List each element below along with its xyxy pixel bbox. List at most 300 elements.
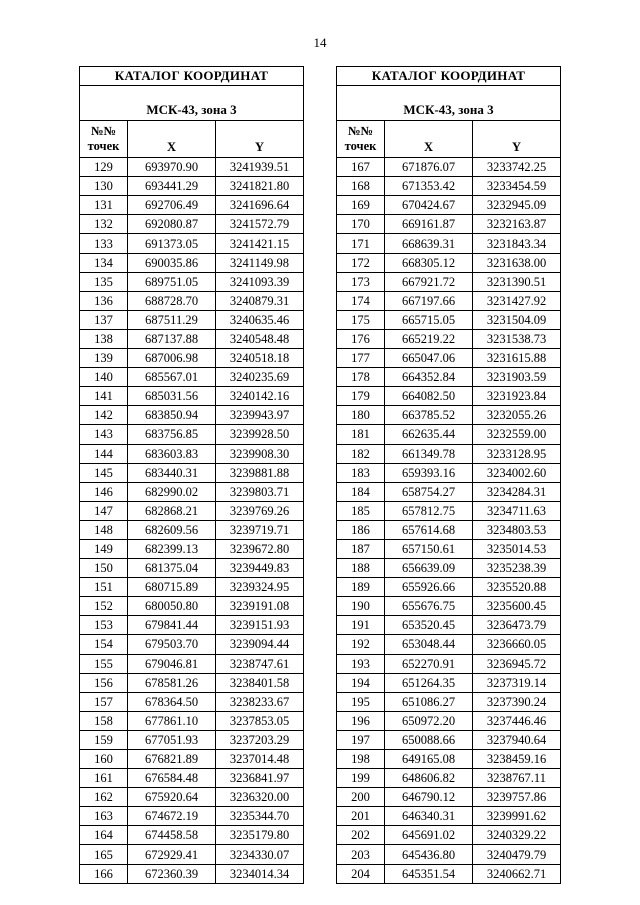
y-coordinate: 3237390.24: [473, 692, 561, 711]
y-coordinate: 3231923.84: [473, 387, 561, 406]
point-number: 186: [337, 520, 385, 539]
y-coordinate: 3237014.48: [216, 750, 304, 769]
x-coordinate: 657150.61: [385, 539, 473, 558]
table-row: [80, 730, 304, 749]
y-coordinate: 3236473.79: [473, 616, 561, 635]
y-coordinate: 3233742.25: [473, 158, 561, 177]
table-row: [80, 253, 304, 272]
table-row: [80, 654, 304, 673]
column-header-point-number-line2: точек: [87, 139, 120, 154]
y-coordinate: 3237446.46: [473, 711, 561, 730]
y-coordinate: 3240548.48: [216, 329, 304, 348]
point-number: 171: [337, 234, 385, 253]
table-row: [337, 559, 561, 578]
x-coordinate: 687006.98: [128, 349, 216, 368]
x-coordinate: 675920.64: [128, 788, 216, 807]
x-coordinate: 650972.20: [385, 711, 473, 730]
column-header-point-number: [337, 121, 385, 158]
x-coordinate: 669161.87: [385, 215, 473, 234]
table-row: [80, 425, 304, 444]
table-row: [337, 482, 561, 501]
table-row: [337, 158, 561, 177]
y-coordinate: 3238233.67: [216, 692, 304, 711]
x-coordinate: 692706.49: [128, 196, 216, 215]
x-coordinate: 649165.08: [385, 750, 473, 769]
table-row: [337, 769, 561, 788]
y-coordinate: 3240479.79: [473, 845, 561, 864]
y-coordinate: 3239151.93: [216, 616, 304, 635]
y-coordinate: 3235014.53: [473, 539, 561, 558]
table-row: [80, 329, 304, 348]
x-coordinate: 656639.09: [385, 559, 473, 578]
x-coordinate: 646340.31: [385, 807, 473, 826]
table-row: [337, 845, 561, 864]
y-coordinate: 3232055.26: [473, 406, 561, 425]
x-coordinate: 645351.54: [385, 864, 473, 883]
point-number: 197: [337, 730, 385, 749]
table-row: [337, 349, 561, 368]
x-coordinate: 665219.22: [385, 329, 473, 348]
x-coordinate: 663785.52: [385, 406, 473, 425]
x-coordinate: 683850.94: [128, 406, 216, 425]
table-row: [337, 444, 561, 463]
table-row: [337, 826, 561, 845]
table-row: [337, 501, 561, 520]
table-row: [337, 864, 561, 883]
table-row: [80, 520, 304, 539]
x-coordinate: 668639.31: [385, 234, 473, 253]
point-number: 180: [337, 406, 385, 425]
y-coordinate: 3240235.69: [216, 368, 304, 387]
y-coordinate: 3239803.71: [216, 482, 304, 501]
table-row: [337, 673, 561, 692]
x-coordinate: 680050.80: [128, 597, 216, 616]
point-number: 144: [80, 444, 128, 463]
y-coordinate: 3238747.61: [216, 654, 304, 673]
point-number: 195: [337, 692, 385, 711]
point-number: 165: [80, 845, 128, 864]
point-number: 129: [80, 158, 128, 177]
y-coordinate: 3239324.95: [216, 578, 304, 597]
y-coordinate: 3233128.95: [473, 444, 561, 463]
table-row: [337, 387, 561, 406]
table-row: [337, 520, 561, 539]
y-coordinate: 3231538.73: [473, 329, 561, 348]
table-row: [80, 826, 304, 845]
point-number: 152: [80, 597, 128, 616]
x-coordinate: 651264.35: [385, 673, 473, 692]
x-coordinate: 648606.82: [385, 769, 473, 788]
y-coordinate: 3239943.97: [216, 406, 304, 425]
x-coordinate: 678581.26: [128, 673, 216, 692]
point-number: 174: [337, 291, 385, 310]
x-coordinate: 676584.48: [128, 769, 216, 788]
table-row: [80, 406, 304, 425]
x-coordinate: 650088.66: [385, 730, 473, 749]
y-coordinate: 3239449.83: [216, 559, 304, 578]
point-number: 183: [337, 463, 385, 482]
x-coordinate: 688728.70: [128, 291, 216, 310]
table-row: [337, 539, 561, 558]
table-row: [80, 559, 304, 578]
y-coordinate: 3238401.58: [216, 673, 304, 692]
x-coordinate: 664082.50: [385, 387, 473, 406]
point-number: 153: [80, 616, 128, 635]
y-coordinate: 3237940.64: [473, 730, 561, 749]
x-coordinate: 683756.85: [128, 425, 216, 444]
point-number: 139: [80, 349, 128, 368]
point-number: 173: [337, 272, 385, 291]
table-row: [337, 329, 561, 348]
page-number: 14: [313, 35, 327, 50]
y-coordinate: 3239881.88: [216, 463, 304, 482]
x-coordinate: 679046.81: [128, 654, 216, 673]
table-row: [80, 578, 304, 597]
table-row: [80, 845, 304, 864]
table-row: [80, 158, 304, 177]
table-row: [80, 349, 304, 368]
x-coordinate: 687511.29: [128, 310, 216, 329]
y-coordinate: 3241572.79: [216, 215, 304, 234]
y-coordinate: 3239757.86: [473, 788, 561, 807]
x-coordinate: 693970.90: [128, 158, 216, 177]
point-number: 154: [80, 635, 128, 654]
x-coordinate: 661349.78: [385, 444, 473, 463]
y-coordinate: 3240329.22: [473, 826, 561, 845]
x-coordinate: 657812.75: [385, 501, 473, 520]
table-row: [337, 406, 561, 425]
x-coordinate: 679841.44: [128, 616, 216, 635]
point-number: 148: [80, 520, 128, 539]
x-coordinate: 671876.07: [385, 158, 473, 177]
point-number: 145: [80, 463, 128, 482]
x-coordinate: 667197.66: [385, 291, 473, 310]
point-number: 135: [80, 272, 128, 291]
y-coordinate: 3235238.39: [473, 559, 561, 578]
point-number: 136: [80, 291, 128, 310]
point-number: 191: [337, 616, 385, 635]
x-coordinate: 653520.45: [385, 616, 473, 635]
x-coordinate: 672929.41: [128, 845, 216, 864]
point-number: 138: [80, 329, 128, 348]
table-row: [80, 215, 304, 234]
column-header-y: Y: [216, 121, 304, 158]
point-number: 151: [80, 578, 128, 597]
table-row: [337, 711, 561, 730]
table-row: [80, 310, 304, 329]
x-coordinate: 668305.12: [385, 253, 473, 272]
point-number: 162: [80, 788, 128, 807]
table-row: [80, 177, 304, 196]
y-coordinate: 3231615.88: [473, 349, 561, 368]
y-coordinate: 3237319.14: [473, 673, 561, 692]
y-coordinate: 3239094.44: [216, 635, 304, 654]
point-number: 131: [80, 196, 128, 215]
table-row: [337, 463, 561, 482]
point-number: 147: [80, 501, 128, 520]
x-coordinate: 692080.87: [128, 215, 216, 234]
y-coordinate: 3235179.80: [216, 826, 304, 845]
y-coordinate: 3239719.71: [216, 520, 304, 539]
table-row: [80, 368, 304, 387]
point-number: 158: [80, 711, 128, 730]
column-header-y: Y: [473, 121, 561, 158]
table-row: [337, 807, 561, 826]
column-header-point-number: [80, 121, 128, 158]
x-coordinate: 676821.89: [128, 750, 216, 769]
point-number: 182: [337, 444, 385, 463]
point-number: 178: [337, 368, 385, 387]
table-row: [337, 788, 561, 807]
table-row: [337, 730, 561, 749]
x-coordinate: 690035.86: [128, 253, 216, 272]
point-number: 142: [80, 406, 128, 425]
x-coordinate: 645436.80: [385, 845, 473, 864]
x-coordinate: 682990.02: [128, 482, 216, 501]
table-row: [337, 616, 561, 635]
x-coordinate: 657614.68: [385, 520, 473, 539]
x-coordinate: 646790.12: [385, 788, 473, 807]
point-number: 200: [337, 788, 385, 807]
y-coordinate: 3241093.39: [216, 272, 304, 291]
table-row: [337, 692, 561, 711]
table-row: [80, 444, 304, 463]
y-coordinate: 3240142.16: [216, 387, 304, 406]
table-row: [80, 788, 304, 807]
table-row: [337, 234, 561, 253]
y-coordinate: 3234711.63: [473, 501, 561, 520]
table-row: [337, 215, 561, 234]
x-coordinate: 679503.70: [128, 635, 216, 654]
y-coordinate: 3236320.00: [216, 788, 304, 807]
table-row: [80, 673, 304, 692]
table-row: [337, 578, 561, 597]
y-coordinate: 3232559.00: [473, 425, 561, 444]
y-coordinate: 3239928.50: [216, 425, 304, 444]
y-coordinate: 3239672.80: [216, 539, 304, 558]
y-coordinate: 3236660.05: [473, 635, 561, 654]
point-number: 141: [80, 387, 128, 406]
point-number: 179: [337, 387, 385, 406]
point-number: 164: [80, 826, 128, 845]
y-coordinate: 3241939.51: [216, 158, 304, 177]
table-row: [80, 807, 304, 826]
x-coordinate: 691373.05: [128, 234, 216, 253]
point-number: 199: [337, 769, 385, 788]
table-row: [80, 387, 304, 406]
y-coordinate: 3239991.62: [473, 807, 561, 826]
y-coordinate: 3240635.46: [216, 310, 304, 329]
point-number: 181: [337, 425, 385, 444]
point-number: 192: [337, 635, 385, 654]
y-coordinate: 3235600.45: [473, 597, 561, 616]
column-header-point-number-line1: №№: [90, 124, 117, 139]
y-coordinate: 3241149.98: [216, 253, 304, 272]
y-coordinate: 3239191.08: [216, 597, 304, 616]
y-coordinate: 3236841.97: [216, 769, 304, 788]
column-header-point-number-line1: №№: [347, 124, 374, 139]
y-coordinate: 3231843.34: [473, 234, 561, 253]
x-coordinate: 677051.93: [128, 730, 216, 749]
y-coordinate: 3234002.60: [473, 463, 561, 482]
point-number: 202: [337, 826, 385, 845]
table-row: [80, 501, 304, 520]
y-coordinate: 3231504.09: [473, 310, 561, 329]
x-coordinate: 672360.39: [128, 864, 216, 883]
coordinate-catalog-table-right: [336, 66, 561, 884]
table-row: [80, 234, 304, 253]
table-row: [80, 291, 304, 310]
y-coordinate: 3237853.05: [216, 711, 304, 730]
x-coordinate: 685567.01: [128, 368, 216, 387]
point-number: 157: [80, 692, 128, 711]
point-number: 188: [337, 559, 385, 578]
table-row: [80, 272, 304, 291]
table-row: [337, 750, 561, 769]
table-row: [80, 635, 304, 654]
x-coordinate: 680715.89: [128, 578, 216, 597]
y-coordinate: 3234014.34: [216, 864, 304, 883]
table-row: [80, 463, 304, 482]
point-number: 177: [337, 349, 385, 368]
point-number: 193: [337, 654, 385, 673]
coordinate-catalog-table-left: [79, 66, 304, 884]
table-row: [80, 769, 304, 788]
table-row: [80, 692, 304, 711]
table-row: [80, 597, 304, 616]
column-header-x: X: [128, 121, 216, 158]
x-coordinate: 645691.02: [385, 826, 473, 845]
point-number: 184: [337, 482, 385, 501]
y-coordinate: 3233454.59: [473, 177, 561, 196]
x-coordinate: 655926.66: [385, 578, 473, 597]
point-number: 172: [337, 253, 385, 272]
y-coordinate: 3236945.72: [473, 654, 561, 673]
point-number: 130: [80, 177, 128, 196]
point-number: 169: [337, 196, 385, 215]
y-coordinate: 3234803.53: [473, 520, 561, 539]
table-row: [80, 864, 304, 883]
x-coordinate: 665715.05: [385, 310, 473, 329]
x-coordinate: 652270.91: [385, 654, 473, 673]
point-number: 198: [337, 750, 385, 769]
point-number: 161: [80, 769, 128, 788]
point-number: 160: [80, 750, 128, 769]
point-number: 137: [80, 310, 128, 329]
x-coordinate: 659393.16: [385, 463, 473, 482]
y-coordinate: 3232163.87: [473, 215, 561, 234]
point-number: 146: [80, 482, 128, 501]
y-coordinate: 3239908.30: [216, 444, 304, 463]
point-number: 133: [80, 234, 128, 253]
table-row: [337, 597, 561, 616]
x-coordinate: 670424.67: [385, 196, 473, 215]
y-coordinate: 3238459.16: [473, 750, 561, 769]
column-header-point-number-line2: точек: [344, 139, 377, 154]
y-coordinate: 3239769.26: [216, 501, 304, 520]
y-coordinate: 3240518.18: [216, 349, 304, 368]
table-row: [337, 291, 561, 310]
point-number: 170: [337, 215, 385, 234]
y-coordinate: 3241821.80: [216, 177, 304, 196]
x-coordinate: 685031.56: [128, 387, 216, 406]
y-coordinate: 3234330.07: [216, 845, 304, 864]
table-row: [337, 253, 561, 272]
table-row: [337, 196, 561, 215]
catalog-title: КАТАЛОГ КООРДИНАТ: [80, 67, 304, 86]
point-number: 166: [80, 864, 128, 883]
x-coordinate: 689751.05: [128, 272, 216, 291]
point-number: 196: [337, 711, 385, 730]
x-coordinate: 683440.31: [128, 463, 216, 482]
point-number: 190: [337, 597, 385, 616]
point-number: 159: [80, 730, 128, 749]
y-coordinate: 3231390.51: [473, 272, 561, 291]
y-coordinate: 3237203.29: [216, 730, 304, 749]
point-number: 167: [337, 158, 385, 177]
point-number: 194: [337, 673, 385, 692]
point-number: 155: [80, 654, 128, 673]
x-coordinate: 664352.84: [385, 368, 473, 387]
y-coordinate: 3235520.88: [473, 578, 561, 597]
y-coordinate: 3241696.64: [216, 196, 304, 215]
table-row: [80, 750, 304, 769]
table-row: [337, 425, 561, 444]
point-number: 176: [337, 329, 385, 348]
coordinate-system: МСК-43, зона 3: [337, 86, 561, 121]
y-coordinate: 3231638.00: [473, 253, 561, 272]
point-number: 149: [80, 539, 128, 558]
x-coordinate: 683603.83: [128, 444, 216, 463]
table-row: [337, 310, 561, 329]
y-coordinate: 3232945.09: [473, 196, 561, 215]
table-row: [80, 616, 304, 635]
y-coordinate: 3235344.70: [216, 807, 304, 826]
x-coordinate: 651086.27: [385, 692, 473, 711]
table-row: [80, 711, 304, 730]
point-number: 175: [337, 310, 385, 329]
x-coordinate: 681375.04: [128, 559, 216, 578]
catalog-title: КАТАЛОГ КООРДИНАТ: [337, 67, 561, 86]
point-number: 150: [80, 559, 128, 578]
table-row: [80, 196, 304, 215]
point-number: 156: [80, 673, 128, 692]
point-number: 203: [337, 845, 385, 864]
point-number: 143: [80, 425, 128, 444]
y-coordinate: 3240662.71: [473, 864, 561, 883]
column-header-x: X: [385, 121, 473, 158]
x-coordinate: 671353.42: [385, 177, 473, 196]
point-number: 201: [337, 807, 385, 826]
x-coordinate: 674672.19: [128, 807, 216, 826]
x-coordinate: 677861.10: [128, 711, 216, 730]
x-coordinate: 682609.56: [128, 520, 216, 539]
coordinate-system: МСК-43, зона 3: [80, 86, 304, 121]
x-coordinate: 693441.29: [128, 177, 216, 196]
point-number: 204: [337, 864, 385, 883]
x-coordinate: 687137.88: [128, 329, 216, 348]
x-coordinate: 658754.27: [385, 482, 473, 501]
table-row: [337, 635, 561, 654]
y-coordinate: 3238767.11: [473, 769, 561, 788]
table-row: [337, 368, 561, 387]
x-coordinate: 674458.58: [128, 826, 216, 845]
x-coordinate: 667921.72: [385, 272, 473, 291]
x-coordinate: 665047.06: [385, 349, 473, 368]
point-number: 134: [80, 253, 128, 272]
y-coordinate: 3234284.31: [473, 482, 561, 501]
x-coordinate: 662635.44: [385, 425, 473, 444]
